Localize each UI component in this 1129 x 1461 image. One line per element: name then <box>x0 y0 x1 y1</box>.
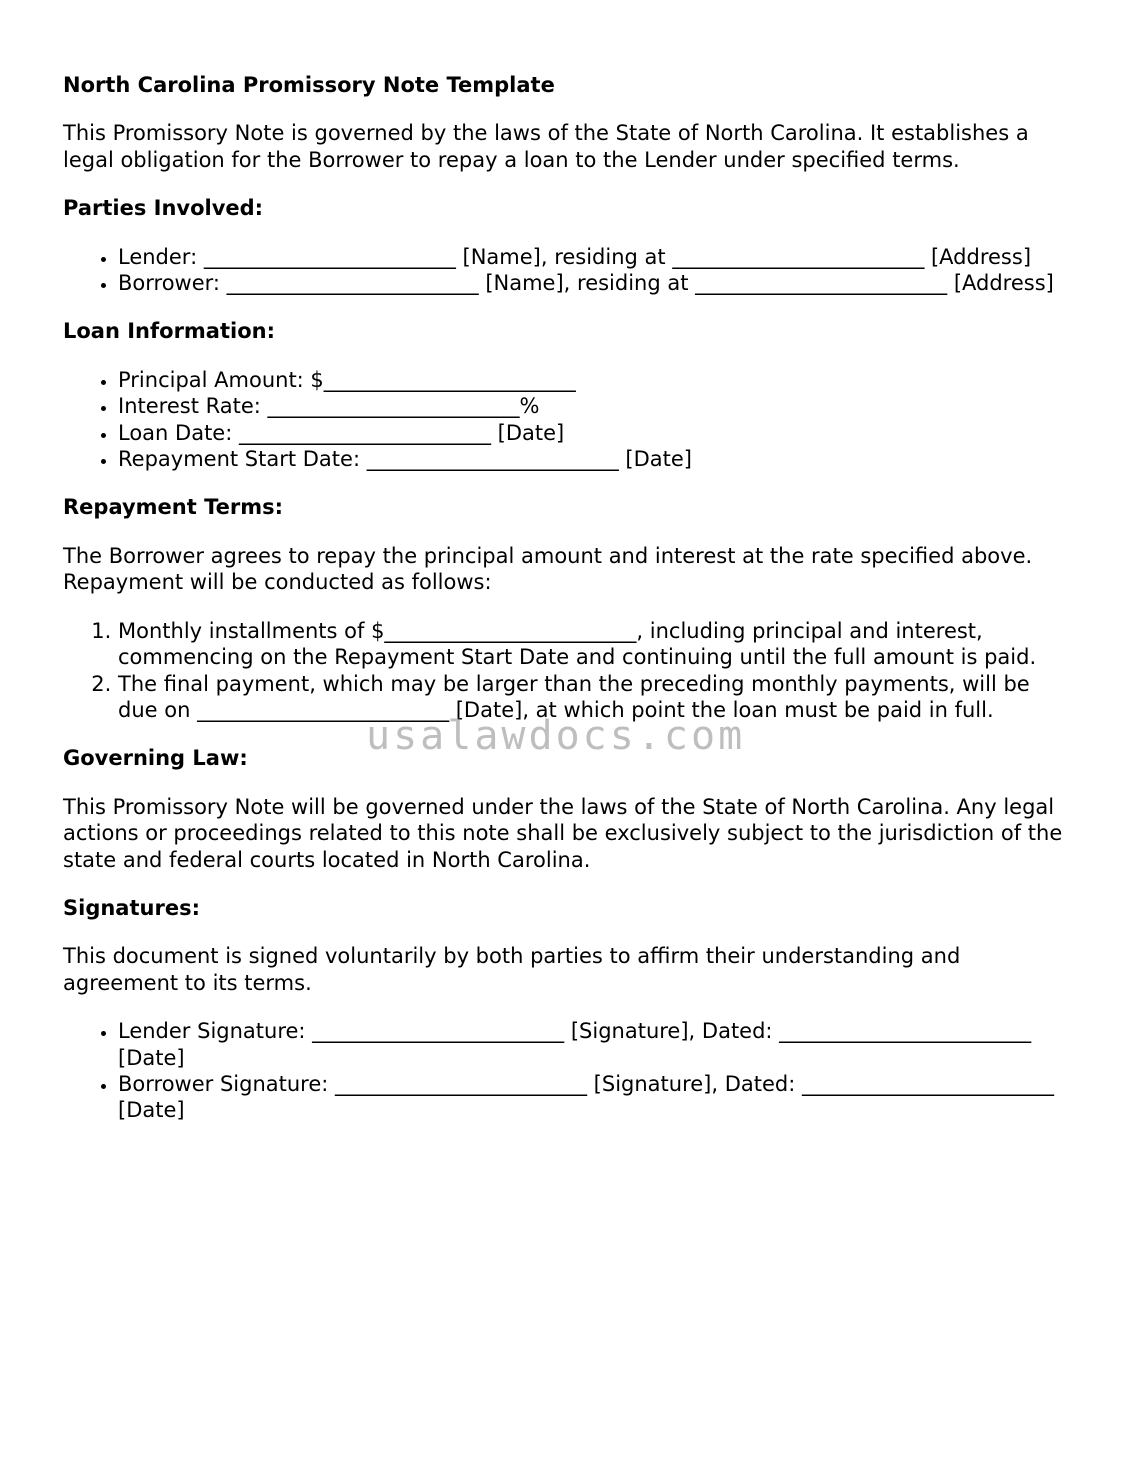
signature-borrower-item: • Borrower Signature: ________________________ [Signature], Dated: ________________________ [Date] <box>118 1071 1063 1124</box>
signatures-list <box>63 1018 1063 1124</box>
loan-principal-item: • Principal Amount: $________________________ <box>118 367 1063 393</box>
intro-paragraph: This Promissory Note is governed by the laws of the State of North Carolina. It establishes a legal obligation for the Borrower to repay a loan to the Lender under specified terms. <box>63 121 1029 172</box>
loan-interest-item: • Interest Rate: ________________________% <box>118 393 1063 419</box>
governing-heading: Governing Law: <box>63 746 248 771</box>
parties-heading: Parties Involved: <box>63 196 264 221</box>
document-page <box>63 72 1063 1146</box>
governing-paragraph: This Promissory Note will be governed under the laws of the State of North Carolina. Any legal actions or proceedings related to this note shall be exclusively subject to the jurisdiction of the state and federal courts located in North Carolina. <box>63 794 1063 872</box>
loan-heading: Loan Information: <box>63 319 275 344</box>
parties-list <box>63 244 1063 297</box>
loan-list <box>63 367 1063 473</box>
loan-date-item: • Loan Date: ________________________ [Date] <box>118 420 1063 446</box>
repayment-list <box>63 618 1063 724</box>
repayment-monthly-item: 1. Monthly installments of $________________________, including principal and interest, commencing on the Repayment Start Date and continuing until the full amount is paid. <box>118 618 1063 671</box>
signature-lender-item: • Lender Signature: ________________________ [Signature], Dated: ________________________ [Date] <box>118 1018 1063 1071</box>
signatures-paragraph: This document is signed voluntarily by both parties to affirm their understanding and agreement to its terms. <box>63 944 961 995</box>
loan-repayment-start-item: • Repayment Start Date: ________________________ [Date] <box>118 446 1063 472</box>
party-borrower-item: • Borrower: ________________________ [Name], residing at ________________________ [Address] <box>118 270 1063 296</box>
party-lender-item: • Lender: ________________________ [Name], residing at ________________________ [Address] <box>118 244 1063 270</box>
signatures-heading: Signatures: <box>63 895 200 920</box>
watermark-text: usalawdocs.com <box>366 713 746 759</box>
repayment-paragraph: The Borrower agrees to repay the principal amount and interest at the rate specified above. Repayment will be conducted as follows: <box>63 543 1033 595</box>
repayment-final-item: 2. The final payment, which may be larger than the preceding monthly payments, will be due on ________________________ [Date], at which point the loan must be paid in full. <box>118 671 1063 724</box>
repayment-heading: Repayment Terms: <box>63 495 283 520</box>
document-title: North Carolina Promissory Note Template <box>63 73 555 97</box>
